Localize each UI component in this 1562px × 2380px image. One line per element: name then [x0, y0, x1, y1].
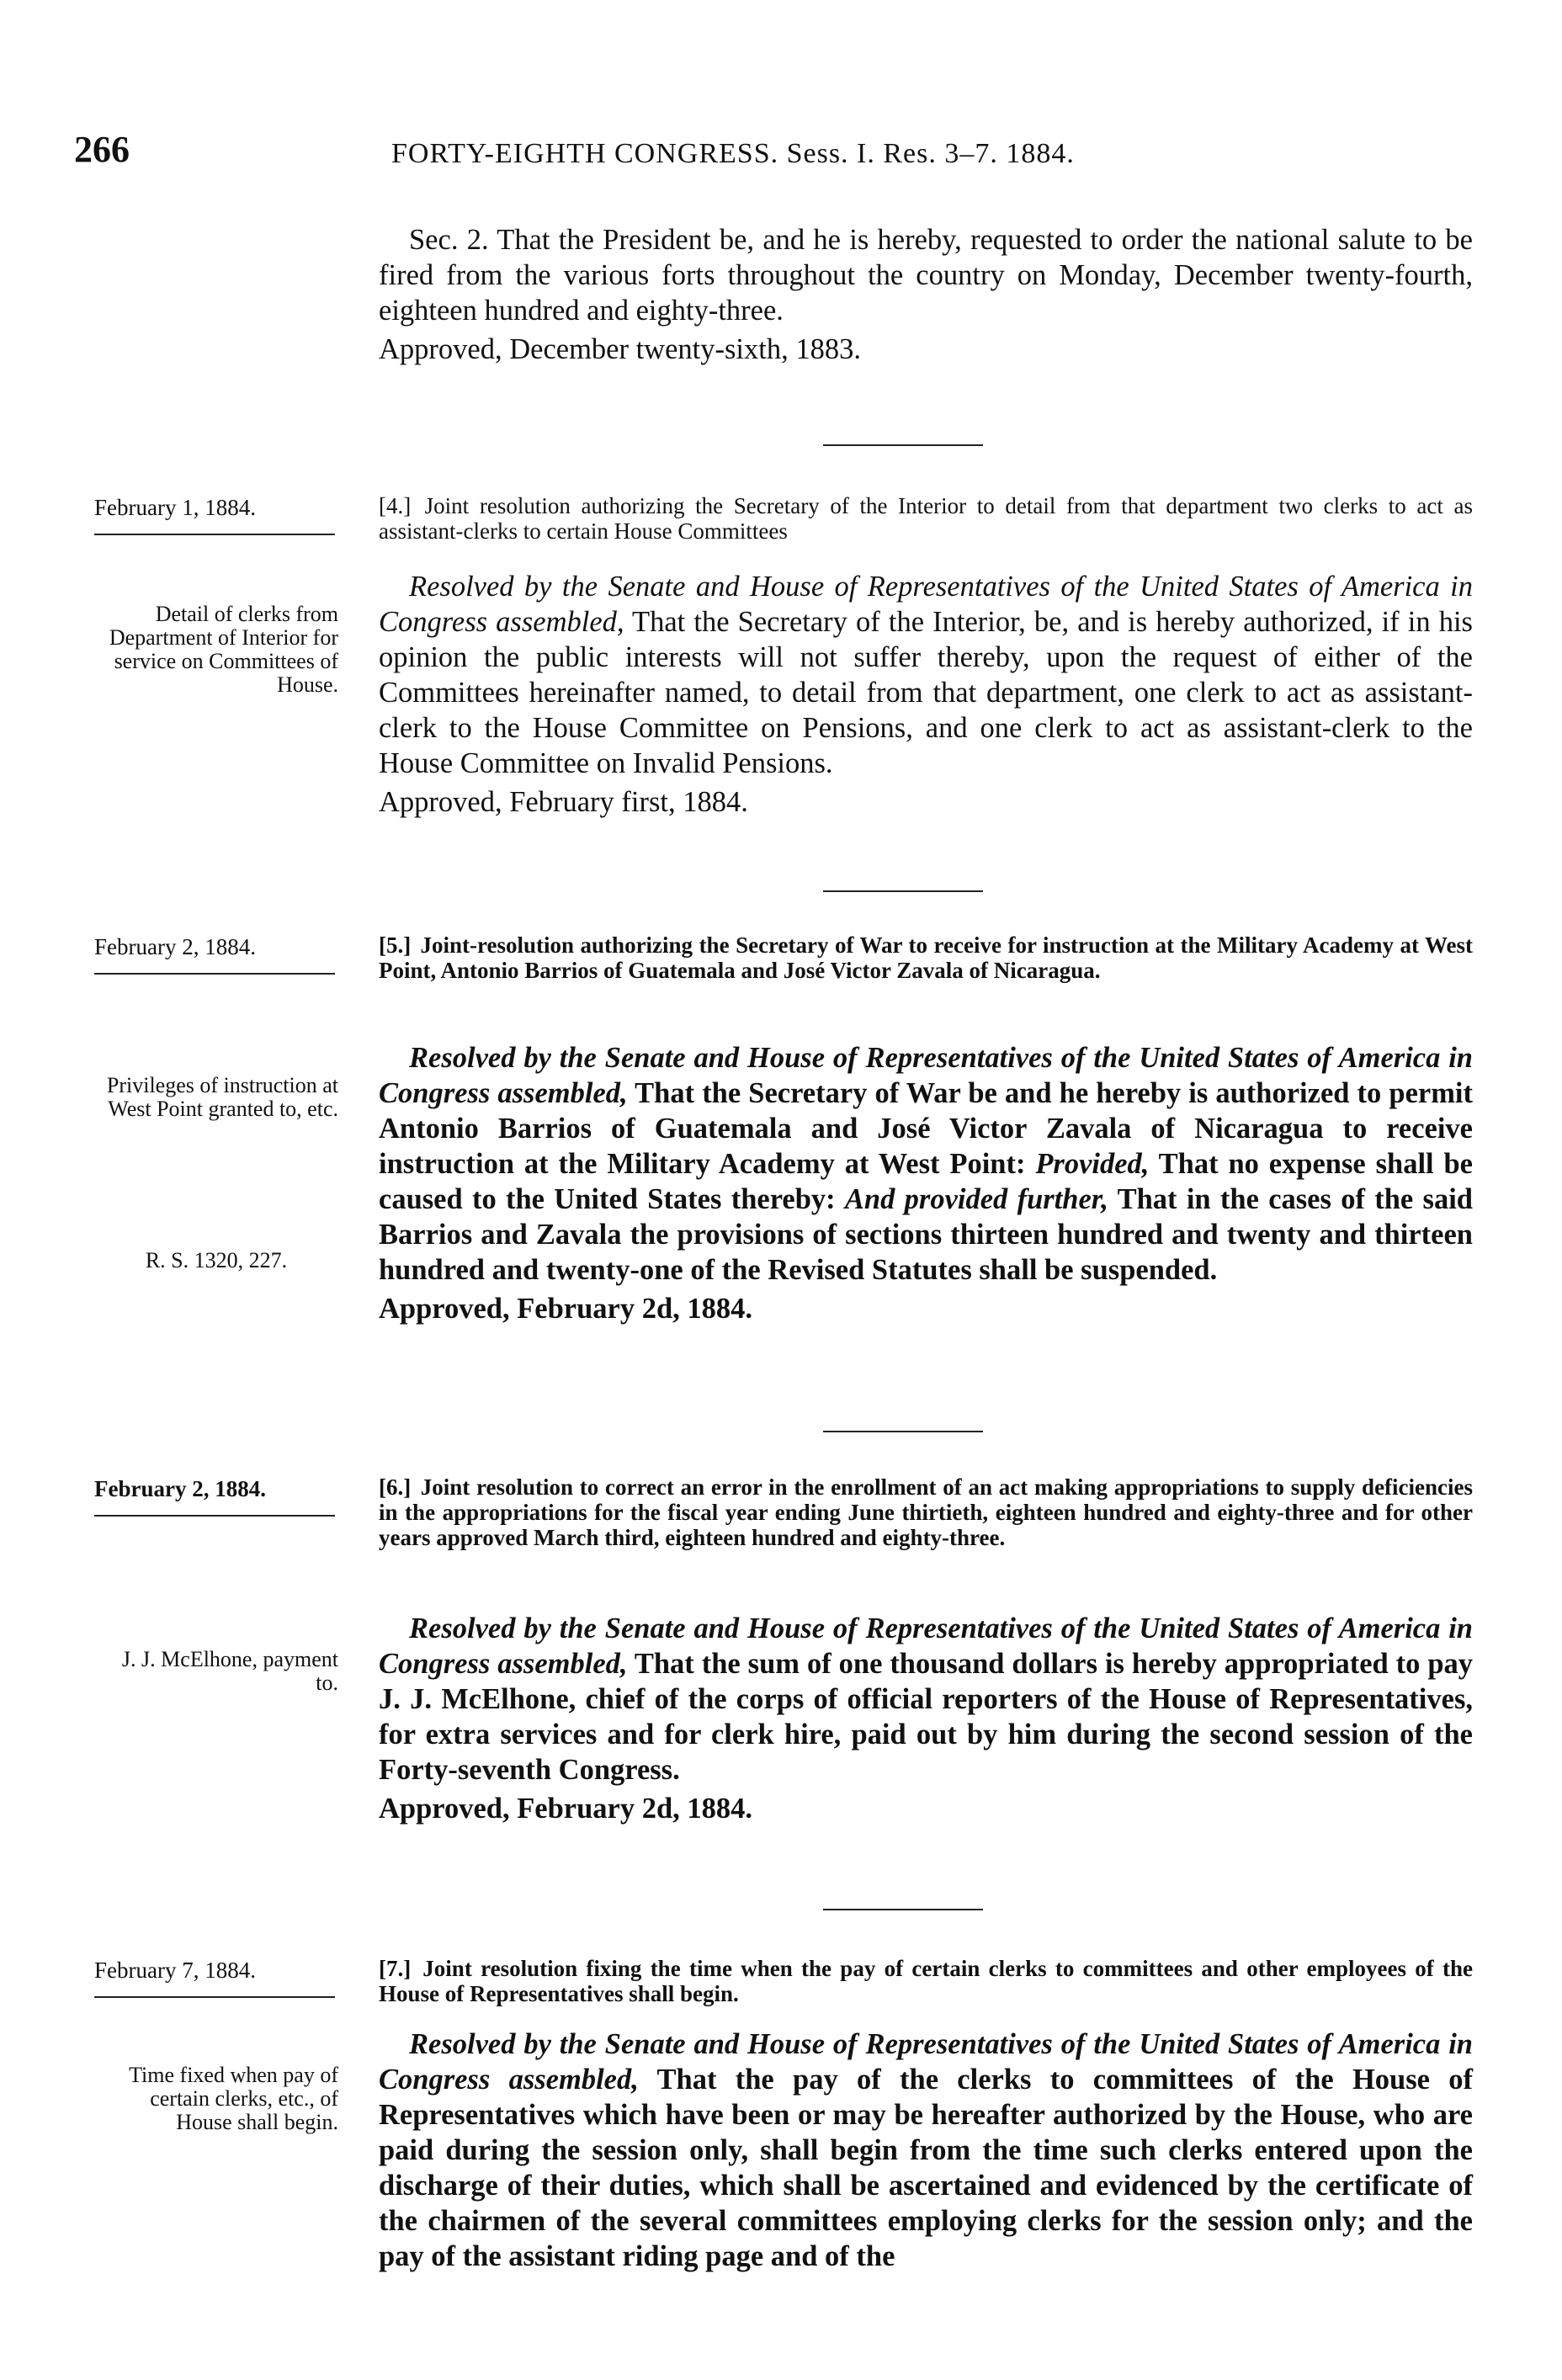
res4-number: [4.]	[379, 493, 412, 518]
res5-approved: Approved, February 2d, 1884.	[379, 1293, 753, 1325]
res5-margin-note: Privileges of instruction at West Point granted to, etc.	[106, 1073, 338, 1121]
running-title: FORTY-EIGHTH CONGRESS. Sess. I. Res. 3–7. 1884.	[391, 138, 1075, 169]
res4-body-text: That the Secretary of the Interior, be, and is hereby authorized, if in his opinion the public interests will not suffer thereby, upon the request of either of the Committees hereinafter named, to detail from that department, one clerk to act as assistant-clerk to the House Committee on Pensions, and one clerk to act as assistant-clerk to the House Committee on Invalid Pensions.	[379, 606, 1473, 779]
res5-body-text: That no expense shall be caused to the United States thereby:	[379, 1148, 1473, 1215]
res5-body-text: That the Secretary of War be and he hereby is authorized to permit Antonio Barrios of Guatemala and José Victor Zavala of Nicaragua to receive instruction at the Military Academy at West Point:	[379, 1077, 1474, 1180]
res6-number: [6.]	[379, 1474, 412, 1500]
divider	[823, 1909, 983, 1910]
res6-title	[379, 1474, 1473, 1550]
res5-proviso: Provided,	[1035, 1148, 1150, 1180]
res5-proviso: And provided further,	[844, 1183, 1108, 1215]
res5-body-text: That in the cases of the said Barrios and Zavala the provisions of sections thirteen hundred and twenty and thirteen hundred and twenty-one of the Revised Statutes shall be suspended.	[379, 1183, 1473, 1286]
res5-title	[379, 932, 1473, 983]
res5-title-text: Joint-resolution authorizing the Secretary of War to receive for instruction at the Military Academy at West Point, Antonio Barrios of Guatemala and José Victor Zavala of Nicaragua.	[379, 932, 1474, 983]
res7-number: [7.]	[379, 1956, 412, 1981]
res7-title	[379, 1956, 1473, 2006]
res5-enacting-clause: Resolved by the Senate and House of Representatives of the United States of America in Congress assembled,	[379, 1042, 1473, 1109]
res7-title-text: Joint resolution fixing the time when the pay of certain clerks to committees and other employees of the House of Representatives shall begin.	[379, 1956, 1474, 2006]
section-2-text: Sec. 2. That the President be, and he is hereby, requested to order the national salute to be fired from the various forts throughout the country on Monday, December twenty-fourth, eighteen hundred and eighty-three.	[379, 224, 1473, 327]
res6-title-text: Joint resolution to correct an error in the enrollment of an act making appropriations to supply deficiencies in the appropriations for the fiscal year ending June thirtieth, eighteen hundred and eighty-three and for other years approved March third, eighteen hundred and eighty-three.	[379, 1474, 1474, 1550]
date-rule	[94, 1515, 335, 1517]
res4-margin-note: Detail of clerks from Department of Interior for service on Committees of House.	[109, 602, 338, 697]
res4-enacting-clause: Resolved by the Senate and House of Representatives of the United States of America in Congress assembled,	[379, 571, 1473, 638]
res6-margin-note: J. J. McElhone, payment to.	[121, 1647, 338, 1695]
res4-title	[379, 493, 1473, 544]
res4-approved: Approved, February first, 1884.	[379, 786, 748, 818]
date-rule	[94, 534, 335, 535]
res5-number: [5.]	[379, 932, 412, 958]
res5-margin-ref: R. S. 1320, 227.	[145, 1248, 288, 1272]
res7-enacting-clause: Resolved by the Senate and House of Representatives of the United States of America in Congress assembled,	[379, 2028, 1473, 2096]
divider	[823, 890, 983, 892]
res6-body	[379, 1611, 1473, 1826]
section-2	[379, 222, 1473, 367]
date-rule	[94, 973, 335, 975]
res6-approved: Approved, February 2d, 1884.	[379, 1793, 753, 1825]
res4-title-text: Joint resolution authorizing the Secretary of the Interior to detail from that department two clerks to act as assistant-clerks to certain House Committees	[379, 493, 1474, 544]
date-rule	[94, 1996, 335, 1998]
divider	[823, 1431, 983, 1432]
res7-body-text: That the pay of the clerks to committees of the House of Representatives which have been or may be hereafter authorized by the House, who are paid during the session only, shall begin from the time such clerks entered upon the discharge of their duties, which shall be ascertained and evidenced by the certificate of the chairmen of the several committees employing clerks for the session only; and the pay of the assistant riding page and of the	[379, 2064, 1473, 2272]
res6-date: February 2, 1884.	[94, 1476, 266, 1501]
page-header	[0, 128, 1562, 178]
res7-margin-note: Time fixed when pay of certain clerks, etc., of House shall begin.	[129, 2063, 338, 2134]
res6-body-text: That the sum of one thousand dollars is hereby appropriated to pay J. J. McElhone, chief of the corps of official reporters of the House of Representatives, for extra services and for clerk hire, paid out by him during the second session of the Forty-seventh Congress.	[379, 1648, 1474, 1786]
section-2-approved: Approved, December twenty-sixth, 1883.	[379, 333, 861, 365]
page-number: 266	[74, 129, 130, 170]
res7-body	[379, 2027, 1473, 2274]
res6-enacting-clause: Resolved by the Senate and House of Representatives of the United States of America in Congress assembled,	[379, 1612, 1473, 1680]
res5-date: February 2, 1884.	[94, 934, 256, 959]
res4-date: February 1, 1884.	[94, 495, 256, 520]
divider	[823, 444, 983, 446]
res4-body	[379, 569, 1473, 820]
res5-body	[379, 1040, 1473, 1326]
res7-date: February 7, 1884.	[94, 1958, 256, 1983]
